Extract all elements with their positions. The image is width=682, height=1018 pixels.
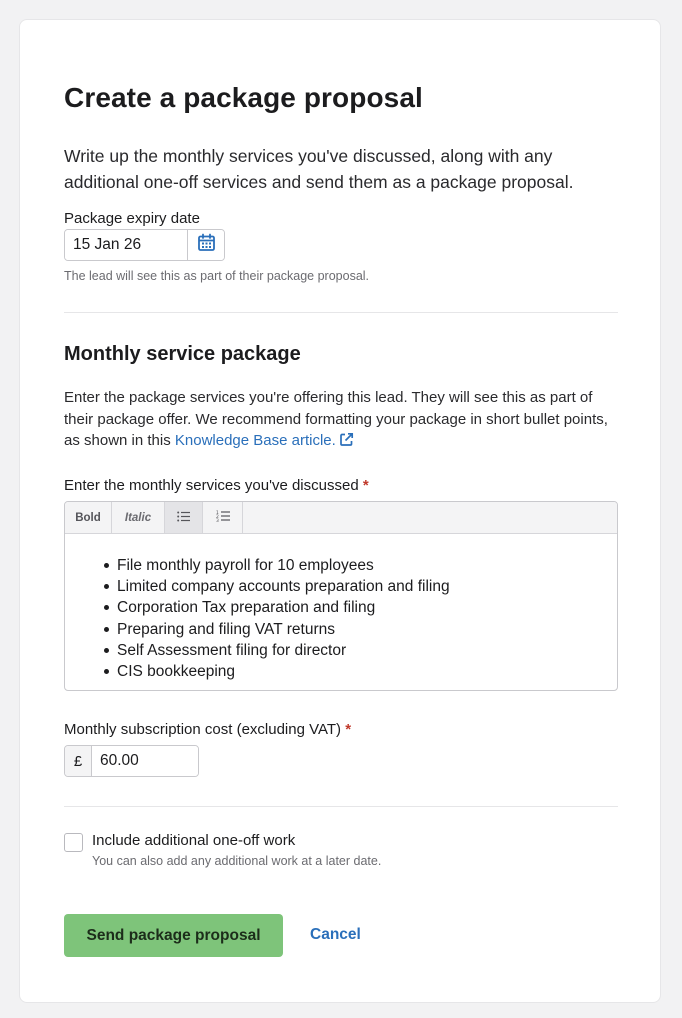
cost-field	[64, 745, 199, 777]
section-divider	[64, 312, 618, 313]
svg-text:1: 1	[215, 511, 219, 516]
currency-symbol: £	[65, 746, 92, 776]
bulleted-list-icon	[177, 511, 190, 525]
numbered-list-button[interactable]	[203, 502, 243, 533]
services-editor	[64, 501, 618, 691]
oneoff-work-hint: You can also add any additional work at a later date.	[92, 854, 382, 868]
knowledge-base-link[interactable]	[175, 432, 354, 449]
list-item: Preparing and filing VAT returns	[117, 619, 617, 640]
page-intro: Write up the monthly services you've discussed, along with any additional one-off services and send them as a package proposal.	[64, 146, 574, 192]
section-divider	[64, 806, 618, 807]
svg-text:2: 2	[215, 515, 219, 520]
services-list	[117, 555, 617, 682]
calendar-icon	[197, 233, 216, 257]
oneoff-work-checkbox[interactable]	[64, 833, 83, 852]
cancel-button[interactable]: Cancel	[310, 926, 361, 943]
required-marker: *	[362, 477, 369, 494]
list-item: Self Assessment filing for director	[117, 640, 617, 661]
cost-input[interactable]	[92, 746, 198, 776]
list-item: Corporation Tax preparation and filing	[117, 597, 617, 618]
expiry-date-hint: The lead will see this as part of their package proposal.	[64, 269, 370, 283]
send-proposal-button[interactable]: Send package proposal	[64, 914, 283, 957]
expiry-date-field	[64, 229, 225, 261]
list-item: CIS bookkeeping	[117, 661, 617, 682]
services-label	[64, 477, 369, 494]
required-marker: *	[345, 721, 352, 738]
list-item: File monthly payroll for 10 employees	[117, 555, 617, 576]
bulleted-list-button[interactable]	[165, 502, 203, 533]
cost-label	[64, 721, 351, 738]
external-link-icon	[339, 432, 354, 454]
page-title: Create a package proposal	[64, 82, 423, 113]
expiry-date-label: Package expiry date	[64, 210, 200, 227]
monthly-section-heading: Monthly service package	[64, 343, 301, 365]
italic-button[interactable]: Italic	[112, 502, 165, 533]
proposal-card	[19, 19, 661, 1003]
expiry-date-input[interactable]	[65, 230, 187, 260]
calendar-button[interactable]	[187, 230, 224, 260]
oneoff-work-option	[64, 832, 381, 868]
knowledge-base-link-text: Knowledge Base article.	[174, 432, 336, 449]
svg-text:3: 3	[215, 519, 219, 522]
list-item: Limited company accounts preparation and filing	[117, 576, 617, 597]
numbered-list-icon	[216, 510, 230, 525]
monthly-section-description	[64, 387, 624, 454]
editor-content[interactable]	[65, 534, 617, 682]
editor-toolbar	[65, 502, 617, 534]
monthly-description-text: Enter the package services you're offering this lead. They will see this as part of their package offer. We recommend formatting your package in short bullet points, as shown in this	[64, 389, 608, 449]
cost-label-text: Monthly subscription cost (excluding VAT)	[64, 721, 342, 738]
oneoff-work-label[interactable]: Include additional one-off work	[92, 832, 296, 849]
oneoff-work-text	[92, 832, 381, 868]
services-label-text: Enter the monthly services you've discussed	[64, 477, 359, 494]
bold-button[interactable]: Bold	[65, 502, 112, 533]
